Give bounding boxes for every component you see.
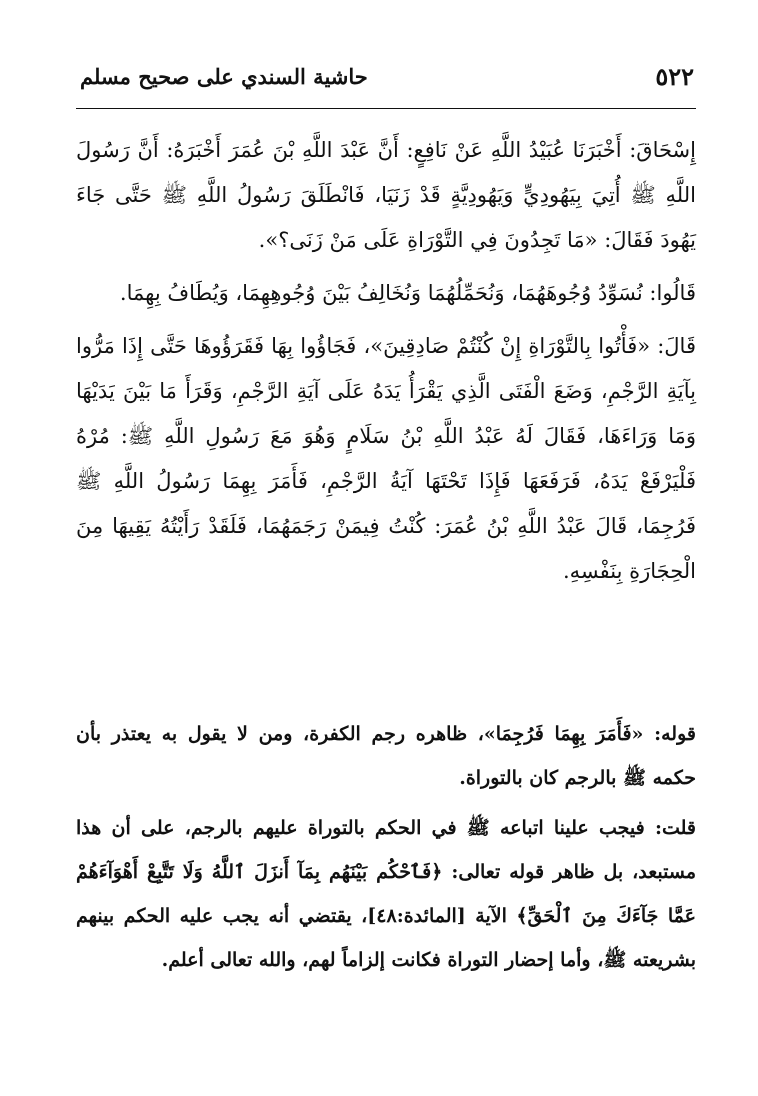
running-title: حاشية السندي على صحيح مسلم: [80, 64, 368, 89]
hadith-text: [76, 128, 696, 602]
hadith-paragraph: قَالُوا: نُسَوِّدُ وُجُوهَهُمَا، وَنُحَمِّلُهُمَا وَنُخَالِفُ بَيْنَ وُجُوهِهِمَا، وَيُطَافُ بِهِمَا.: [119, 281, 696, 305]
page-header: [76, 62, 696, 102]
hadith-paragraph: إِسْحَاقَ: أَخْبَرَنَا عُبَيْدُ اللَّهِ عَنْ نَافِعٍ: أَنَّ عَبْدَ اللَّهِ بْنَ عُمَرَ أَخْبَرَهُ: أَنَّ رَسُولَ اللَّهِ ﷺ أُتِيَ بِيَهُودِيٍّ وَيَهُودِيَّةٍ قَدْ زَنَيَا، فَانْطَلَقَ رَسُولُ اللَّهِ ﷺ حَتَّى جَاءَ يَهُودَ فَقَالَ: «مَا تَجِدُونَ فِي التَّوْرَاةِ عَلَى مَنْ زَنَى؟».: [76, 138, 696, 252]
header-rule: [76, 108, 696, 109]
hadith-paragraph: قَالَ: «فَأْتُوا بِالتَّوْرَاةِ إِنْ كُنْتُمْ صَادِقِينَ»، فَجَاؤُوا بِهَا فَقَرَؤُوهَا حَتَّى إِذَا مَرُّوا بِآيَةِ الرَّجْمِ، وَضَعَ الْفَتَى الَّذِي يَقْرَأُ يَدَهُ عَلَى آيَةِ الرَّجْمِ، وَقَرَأَ مَا بَيْنَ يَدَيْهَا وَمَا وَرَاءَهَا، فَقَالَ لَهُ عَبْدُ اللَّهِ بْنُ سَلَامٍ وَهُوَ مَعَ رَسُولِ اللَّهِ ﷺ: مُرْهُ فَلْيَرْفَعْ يَدَهُ، فَرَفَعَهَا فَإِذَا تَحْتَهَا آيَةُ الرَّجْمِ، فَأَمَرَ بِهِمَا رَسُولُ اللَّهِ ﷺ فَرُجِمَا، قَالَ عَبْدُ اللَّهِ بْنُ عُمَرَ: كُنْتُ فِيمَنْ رَجَمَهُمَا، فَلَقَدْ رَأَيْتُهُ يَقِيهَا مِنَ الْحِجَارَةِ بِنَفْسِهِ.: [76, 334, 696, 583]
commentary-paragraph: قلت: فيجب علينا اتباعه ﷺ في الحكم بالتوراة عليهم بالرجم، على أن هذا مستبعد، بل ظاهر قوله تعالى: ﴿فَٱحْكُم بَيْنَهُم بِمَآ أَنزَلَ ٱللَّهُ وَلَا تَتَّبِعْ أَهْوَآءَهُمْ عَمَّا جَآءَكَ مِنَ ٱلْحَقِّ﴾ الآية [المائدة:٤٨]، يقتضي أنه يجب عليه الحكم بينهم بشريعته ﷺ، وأما إحضار التوراة فكانت إلزاماً لهم، والله تعالى أعلم.: [76, 817, 696, 971]
page-number: ٥٢٢: [655, 62, 694, 91]
book-page: [76, 62, 696, 1062]
commentary-paragraph: قوله: «فَأَمَرَ بِهِمَا فَرُجِمَا»، ظاهره رجم الكفرة، ومن لا يقول به يعتذر بأن حكمه ﷺ بالرجم كان بالتوراة.: [76, 723, 696, 789]
commentary-text: [76, 712, 696, 988]
